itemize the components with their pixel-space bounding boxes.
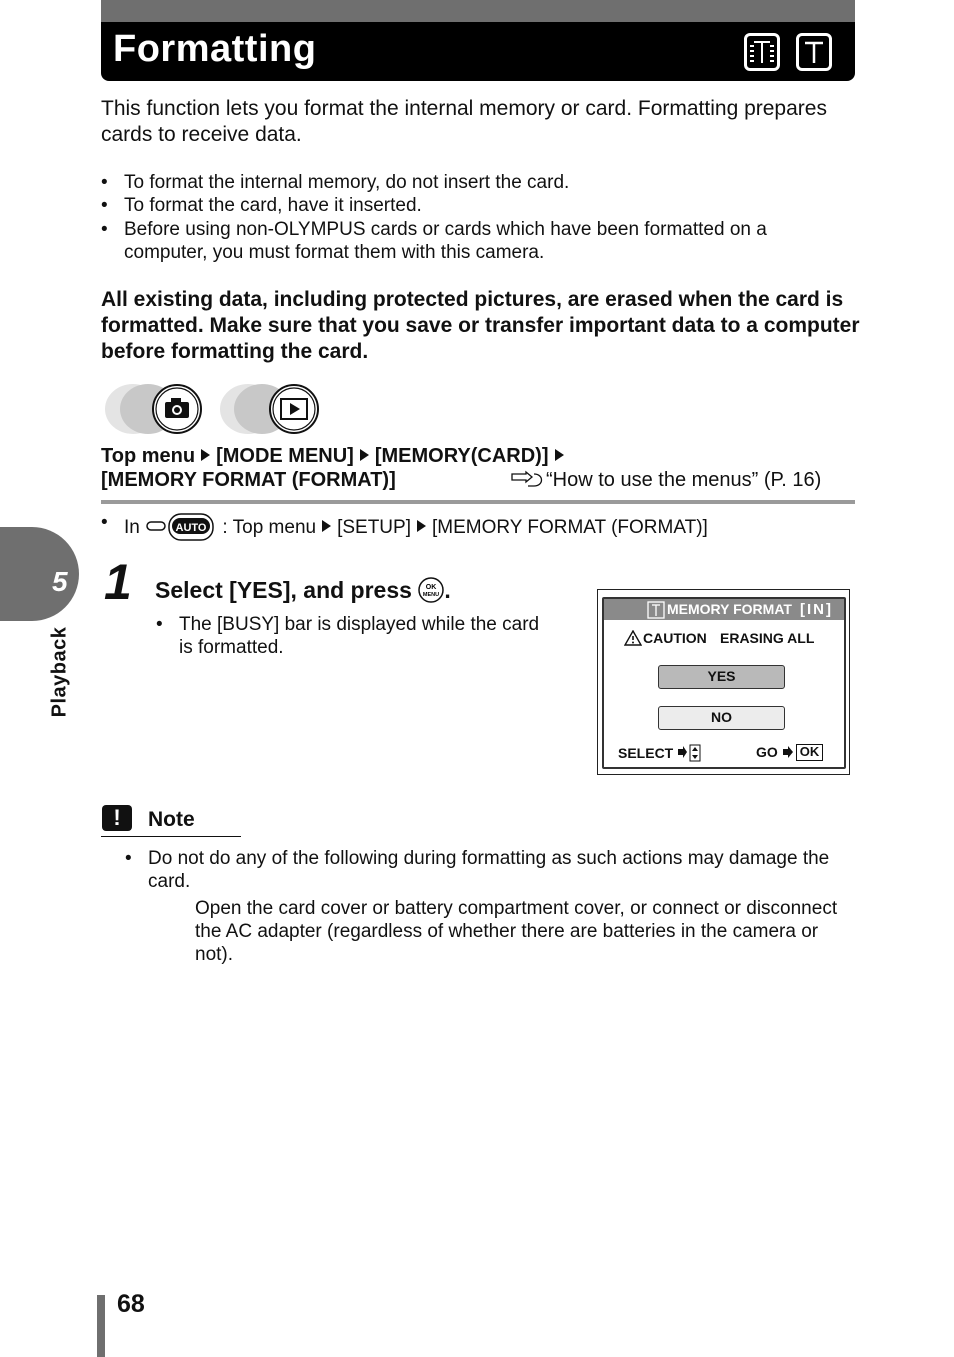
chapter-label: Playback (48, 626, 71, 718)
internal-memory-icon (647, 601, 665, 619)
page-title: Formatting (113, 28, 317, 70)
auto-note-format: [MEMORY FORMAT (FORMAT)] (431, 517, 708, 538)
menu-reference (510, 469, 821, 492)
updown-arrow-icon (677, 744, 703, 762)
ok-label: OK (426, 584, 437, 591)
list-item: • Do not do any of the following during formatting as such actions may damage the card. (148, 847, 858, 893)
list-item: • To format the card, have it inserted. (124, 194, 422, 217)
step-heading-end: . (444, 577, 451, 603)
list-item: • To format the internal memory, do not insert the card. (124, 171, 569, 194)
playback-mode-icon (220, 384, 330, 434)
note-icon: ! (102, 805, 132, 831)
arrow-right-icon (322, 520, 331, 532)
auto-label: AUTO (175, 522, 207, 534)
warning-text: All existing data, including protected pictures, are erased when the card is formatted. Make sure that you save or transfer important data to a computer before formatting the card. (101, 288, 860, 363)
note-underline (101, 836, 241, 837)
auto-mode-button-icon (145, 512, 217, 542)
menu-path-line-1 (101, 445, 570, 468)
internal-memory-icon (744, 33, 780, 71)
card-icon (796, 33, 832, 71)
reference-hand-icon (510, 470, 546, 488)
camera-mode-icon (103, 384, 213, 434)
note-title: Note (148, 808, 195, 831)
no-option: NO (658, 706, 785, 730)
lcd-select (618, 744, 703, 762)
list-item: • The [BUSY] bar is displayed while the card is formatted. (179, 613, 544, 659)
list-item: • Before using non-OLYMPUS cards or cards which have been formatted on a computer, you must format them with this camera. (124, 218, 844, 264)
arrow-right-icon (555, 449, 564, 461)
header-top-bar (101, 0, 855, 22)
intro-text: This function lets you format the internal memory or card. Formatting prepares cards to receive data. (101, 97, 827, 146)
arrow-right-icon (782, 745, 794, 759)
step-number: 1 (104, 554, 132, 610)
lcd-erasing: ERASING ALL (720, 630, 815, 646)
lcd-select-label: SELECT (618, 745, 674, 761)
lcd-ok: OK (796, 744, 823, 761)
auto-note-prefix: In (124, 517, 140, 538)
list-item (124, 512, 708, 542)
lcd-caution: CAUTION (643, 630, 707, 646)
lcd-go-label: GO (756, 744, 778, 760)
arrow-right-icon (360, 449, 369, 461)
reference-text: “How to use the menus” (P. 16) (546, 469, 822, 491)
chapter-number: 5 (52, 566, 68, 597)
menu-label: MENU (423, 592, 440, 598)
auto-note-top: : Top menu (222, 517, 317, 538)
yes-option: YES (658, 665, 785, 689)
lcd-go (756, 744, 794, 760)
lcd-title: MEMORY FORMAT (667, 601, 792, 617)
lcd-media: [IN] (800, 601, 833, 618)
auto-note-setup: [SETUP] (337, 517, 411, 538)
path-memory-format: [MEMORY FORMAT (FORMAT)] (101, 469, 396, 491)
caution-icon (624, 630, 642, 646)
arrow-right-icon (417, 520, 426, 532)
path-top-menu: Top menu (101, 445, 196, 467)
step-heading-text: Select [YES], and press (155, 577, 412, 603)
note-subtext: Open the card cover or battery compartment cover, or connect or disconnect the AC adapter (regardless of whether there are batteries in the camera or not). (195, 898, 838, 965)
path-mode-menu: [MODE MENU] (216, 445, 354, 467)
arrow-right-icon (201, 449, 210, 461)
path-memory-card: [MEMORY(CARD)] (374, 445, 549, 467)
divider (101, 500, 855, 504)
page-number-bar (97, 1295, 105, 1357)
ok-menu-button-icon (418, 577, 444, 603)
page-number: 68 (117, 1290, 145, 1318)
step-heading (155, 577, 451, 604)
